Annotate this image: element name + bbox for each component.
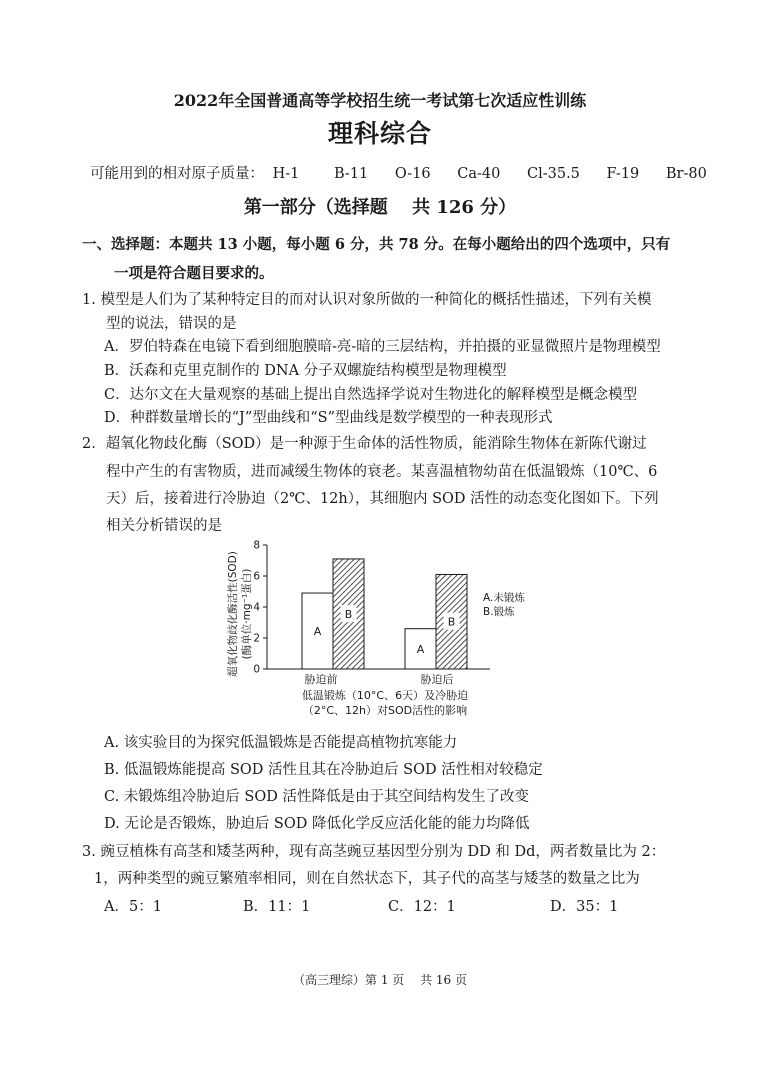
y-axis-title [226, 551, 253, 677]
mass-item: B-11 [334, 166, 369, 182]
atomic-mass-label: 可能用到的相对原子质量： [90, 166, 264, 182]
q3-option-d: D．35：1 [550, 899, 619, 915]
bars-group [302, 559, 467, 669]
atomic-mass-line [90, 162, 707, 183]
question-1-stem: 型的说法，错误的是 [106, 316, 237, 332]
bar-series-label: A [416, 642, 425, 656]
y-tick-label: 4 [253, 601, 260, 614]
question-2-stem: 相关分析错误的是 [106, 518, 222, 534]
bar-series-label: B [447, 615, 456, 629]
y-axis-label-line1: 超氧化物歧化酶活性(SOD) [227, 551, 239, 677]
q2-option-b: B. 低温锻炼能提高 SOD 活性且其在冷胁迫后 SOD 活性相对较稳定 [104, 762, 543, 778]
q3-option-c: C．12：1 [388, 899, 456, 915]
q2-option-d: D. 无论是否锻炼，胁迫后 SOD 降低化学反应活化能的能力均降低 [104, 816, 530, 832]
subject-title: 理科综合 [327, 119, 432, 148]
legend-entry-b: B.锻炼 [483, 606, 515, 618]
section-instruction: 一项是符合题目要求的。 [114, 265, 274, 282]
y-tick-label: 6 [253, 570, 260, 583]
chart-caption-line2: （2°C、12h）对SOD活性的影响 [302, 704, 468, 717]
question-1-stem: 1. 模型是人们为了某种特定目的而对认识对象所做的一种简化的概括性描述，下列有关模 [82, 292, 652, 308]
legend-entry-a: A.未锻炼 [483, 592, 525, 604]
part-title: 第一部分（选择题 共 126 分） [243, 197, 517, 218]
mass-item: Ca-40 [457, 166, 501, 182]
mass-item: O-16 [394, 166, 431, 182]
q3-option-b: B．11：1 [243, 899, 311, 915]
q2-option-a: A. 该实验目的为探究低温锻炼是否能提高植物抗寒能力 [104, 735, 458, 751]
y-tick-label: 8 [253, 539, 260, 552]
q1-option-b: B．沃森和克里克制作的 DNA 分子双螺旋结构模型是物理模型 [104, 363, 507, 379]
y-tick-label: 0 [253, 663, 260, 676]
q1-option-a: A．罗伯特森在电镜下看到细胞膜暗-亮-暗的三层结构，并拍摄的亚显微照片是物理模型 [104, 339, 661, 355]
q3-option-a: A．5：1 [104, 899, 162, 915]
bar-series-label: A [313, 625, 322, 639]
q1-option-c: C．达尔文在大量观察的基础上提出自然选择学说对生物进化的解释模型是概念模型 [104, 387, 638, 403]
x-tick-label: 胁迫后 [420, 673, 454, 686]
q2-option-c: C. 未锻炼组冷胁迫后 SOD 活性降低是由于其空间结构发生了改变 [104, 789, 529, 805]
sod-activity-chart [225, 535, 545, 720]
bar-series-label: B [344, 607, 353, 621]
page-footer: （高三理综）第 1 页 共 16 页 [293, 973, 467, 987]
mass-item: Cl-35.5 [526, 166, 580, 182]
y-ticks [253, 540, 267, 676]
y-tick-label: 2 [253, 632, 260, 645]
y-axis-label-line2: (酶单位·mg⁻¹蛋白) [241, 568, 253, 660]
chart-caption-line1: 低温锻炼（10°C、6天）及冷胁迫 [301, 689, 469, 702]
question-3-stem: 3. 豌豆植株有高茎和矮茎两种，现有高茎豌豆基因型分别为 DD 和 Dd，两者数量比为 2： [82, 844, 666, 860]
question-3-stem: 1，两种类型的豌豆繁殖率相同，则在自然状态下，其子代的高茎与矮茎的数量之比为 [94, 871, 640, 887]
x-tick-label: 胁迫前 [304, 673, 338, 686]
exam-title: 2022年全国普通高等学校招生统一考试第七次适应性训练 [173, 91, 587, 110]
mass-item: H-1 [272, 166, 300, 182]
question-2-stem: 天）后，接着进行冷胁迫（2℃、12h），其细胞内 SOD 活性的动态变化图如下。下列 [106, 491, 659, 507]
mass-item: F-19 [606, 166, 640, 182]
mass-item: Br-80 [665, 166, 707, 182]
question-2-stem: 2．超氧化物歧化酶（SOD）是一种源于生命体的活性物质，能消除生物体在新陈代谢过 [82, 436, 647, 452]
question-2-stem: 程中产生的有害物质，进而减缓生物体的衰老。某喜温植物幼苗在低温锻炼（10℃、6 [106, 464, 658, 480]
section-instruction: 一、选择题：本题共 13 小题，每小题 6 分，共 78 分。在每小题给出的四个选项中，只有 [82, 236, 671, 253]
q1-option-d: D．种群数量增长的“J”型曲线和“S”型曲线是数学模型的一种表现形式 [104, 410, 553, 426]
